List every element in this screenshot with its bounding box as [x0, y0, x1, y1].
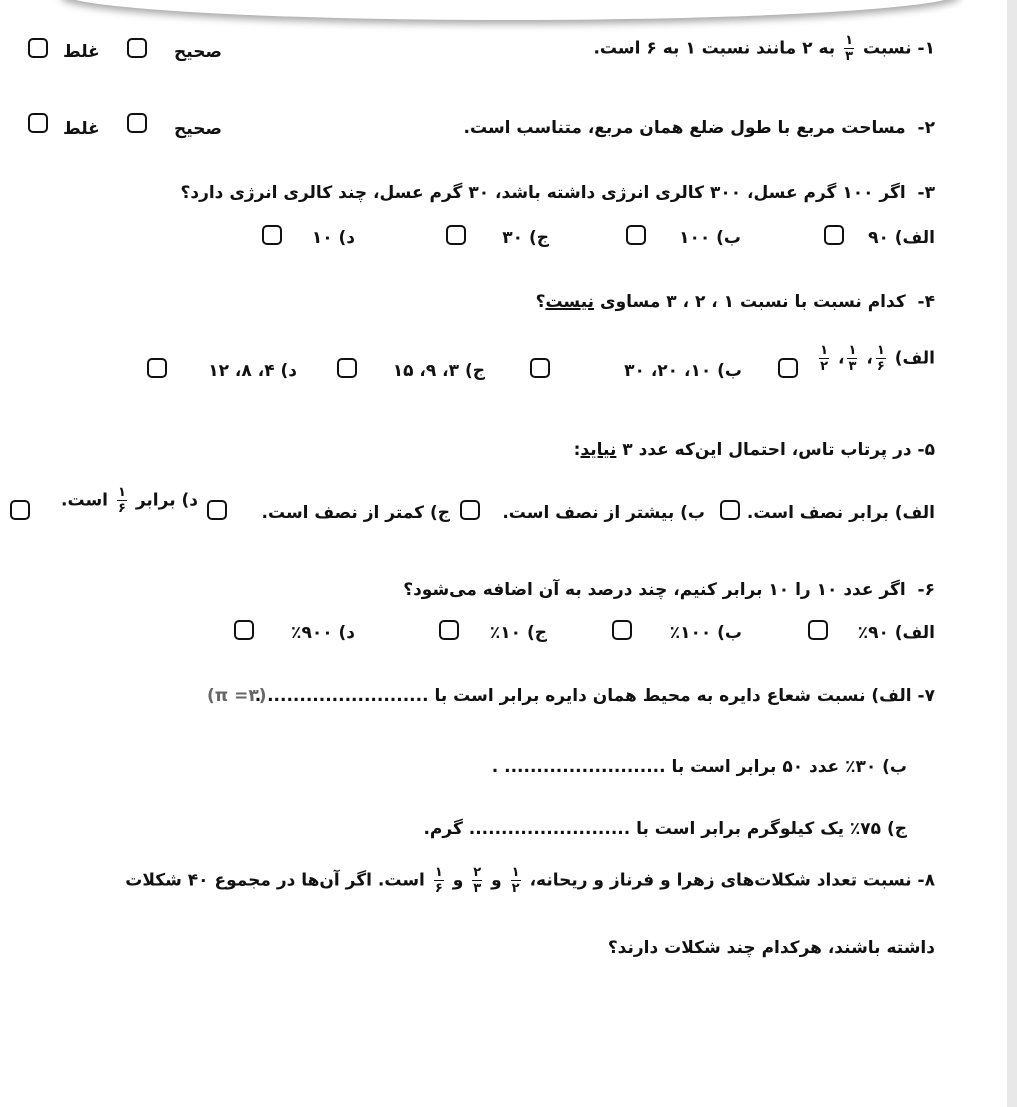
fraction: $\frac{۲}{۳}$ — [473, 865, 482, 896]
fraction: $\frac{۱}{۲}$ — [820, 343, 829, 374]
and-word: و — [452, 870, 464, 891]
question-1 — [593, 34, 935, 63]
question-3-text: اگر ۱۰۰ گرم عسل، ۳۰۰ کالری انرژی داشته باشد، ۳۰ گرم عسل، چند کالری انرژی دارد؟ — [180, 183, 906, 203]
question-1-false-checkbox[interactable] — [28, 38, 48, 58]
page-top-curve — [60, 0, 960, 20]
question-8 — [125, 866, 935, 895]
question-2 — [464, 118, 936, 138]
question-6-option-b: ب) ۱۰۰٪ — [669, 623, 742, 643]
question-7-a: ۷- الف) نسبت شعاع دایره به محیط همان دایره برابر است با ......................... . — [254, 686, 935, 706]
question-2-number: ۲- — [917, 118, 935, 138]
question-4-option-b-checkbox[interactable] — [530, 358, 550, 378]
question-4-underlined-word: نیست — [545, 292, 595, 312]
question-6-option-c-checkbox[interactable] — [439, 620, 459, 640]
question-2-true-label: صحیح — [174, 119, 222, 139]
question-6-option-c: ج) ۱۰٪ — [489, 623, 547, 643]
question-5-option-c: ج) کمتر از نصف است. — [261, 503, 450, 523]
question-4-option-d: د) ۴، ۸، ۱۲ — [208, 361, 297, 381]
question-4-text-b: ؟ — [535, 292, 546, 312]
question-6-option-b-checkbox[interactable] — [612, 620, 632, 640]
question-3-option-a-checkbox[interactable] — [824, 225, 844, 245]
question-5-option-d-checkbox[interactable] — [10, 500, 30, 520]
question-6-option-a-checkbox[interactable] — [808, 620, 828, 640]
question-6-option-a: الف) ۹۰٪ — [857, 623, 935, 643]
right-scroll-edge — [1007, 0, 1017, 1107]
question-7-b: ب) ۳۰٪ عدد ۵۰ برابر است با ......................... . — [491, 757, 907, 777]
question-1-true-checkbox[interactable] — [127, 38, 147, 58]
question-4-option-a-checkbox[interactable] — [778, 358, 798, 378]
question-3-option-c: ج) ۳۰ — [502, 228, 549, 248]
question-4-number: ۴- — [917, 292, 935, 312]
question-5-option-a: الف) برابر نصف است. — [746, 503, 935, 523]
question-5-option-c-checkbox[interactable] — [207, 500, 227, 520]
fraction: $\frac{۱}{۶}$ — [434, 865, 443, 896]
question-3-option-b: ب) ۱۰۰ — [679, 228, 741, 248]
question-1-text-b: به ۲ مانند نسبت ۱ به ۶ است. — [593, 38, 836, 59]
question-5-option-a-checkbox[interactable] — [720, 500, 740, 520]
question-3-option-b-checkbox[interactable] — [626, 225, 646, 245]
question-5-number: ۵- — [917, 440, 935, 460]
question-2-text: مساحت مربع با طول ضلع همان مربع، متناسب است. — [463, 118, 906, 138]
question-6-text: اگر عدد ۱۰ را ۱۰ برابر کنیم، چند درصد به آن اضافه می‌شود؟ — [403, 580, 906, 600]
fraction: $\frac{۱}{۲}$ — [511, 865, 520, 896]
question-1-true-label: صحیح — [174, 42, 222, 62]
question-5-option-b-checkbox[interactable] — [460, 500, 480, 520]
question-3-number: ۳- — [917, 183, 935, 203]
question-4-option-c: ج) ۳، ۹، ۱۵ — [392, 361, 485, 381]
question-3-option-d-checkbox[interactable] — [262, 225, 282, 245]
question-1-text-a: نسبت — [863, 38, 912, 59]
question-8-text-b: است. اگر آن‌ها در مجموع ۴۰ شکلات — [125, 870, 425, 891]
question-6 — [403, 580, 935, 600]
question-4-option-a-label: الف) — [894, 348, 935, 369]
question-2-false-label: غلط — [63, 119, 100, 139]
question-5-underlined-word: نیاید — [580, 440, 617, 460]
question-4-option-a: الف) $\frac{۱}{۶}،$ $\frac{۱}{۳}، \frac{۱}{۲}$ — [820, 343, 935, 374]
fraction: $\frac{۱}{۳}$ — [848, 343, 857, 374]
fraction: $\frac{۱}{۳}$ — [845, 33, 854, 64]
question-4-option-b: ب) ۱۰، ۲۰، ۳۰ — [624, 361, 742, 381]
question-5-option-b: ب) بیشتر از نصف است. — [502, 503, 705, 523]
question-5-option-d — [61, 486, 198, 515]
question-3-option-a: الف) ۹۰ — [868, 228, 935, 248]
question-6-number: ۶- — [917, 580, 935, 600]
question-3-option-c-checkbox[interactable] — [446, 225, 466, 245]
question-1-number: ۱- — [917, 38, 935, 59]
question-5-text-a: در پرتاب تاس، احتمال این‌که عدد ۳ — [622, 440, 912, 460]
question-5-option-d-text-a: د) برابر — [135, 490, 198, 511]
question-4 — [536, 292, 935, 312]
question-3-option-d: د) ۱۰ — [311, 228, 355, 248]
question-5-option-d-text-b: است. — [61, 490, 108, 511]
question-3 — [180, 183, 935, 203]
question-4-option-c-checkbox[interactable] — [337, 358, 357, 378]
question-6-option-d-checkbox[interactable] — [234, 620, 254, 640]
question-5 — [574, 440, 935, 460]
and-word: و — [491, 870, 502, 891]
question-7-c: ج) ۷۵٪ یک کیلوگرم برابر است با ......................... گرم. — [423, 819, 907, 839]
question-4-option-d-checkbox[interactable] — [147, 358, 167, 378]
fraction: $\frac{۱}{۶}$ — [117, 485, 126, 516]
question-4-text-a: کدام نسبت با نسبت ۱ ، ۲ ، ۳ مساوی — [599, 292, 906, 312]
question-2-true-checkbox[interactable] — [127, 113, 147, 133]
pi-note: (π =۳) — [207, 686, 267, 706]
question-2-false-checkbox[interactable] — [28, 113, 48, 133]
question-5-text-b: : — [573, 440, 581, 460]
question-1-false-label: غلط — [63, 42, 100, 62]
question-6-option-d: د) ۹۰۰٪ — [291, 623, 355, 643]
question-8-line-2: داشته باشند، هرکدام چند شکلات دارند؟ — [607, 938, 935, 958]
fraction: $\frac{۱}{۶}$ — [876, 343, 885, 374]
question-8-text-a: ۸- نسبت تعداد شکلات‌های زهرا و فرناز و ریحانه، — [529, 870, 935, 891]
